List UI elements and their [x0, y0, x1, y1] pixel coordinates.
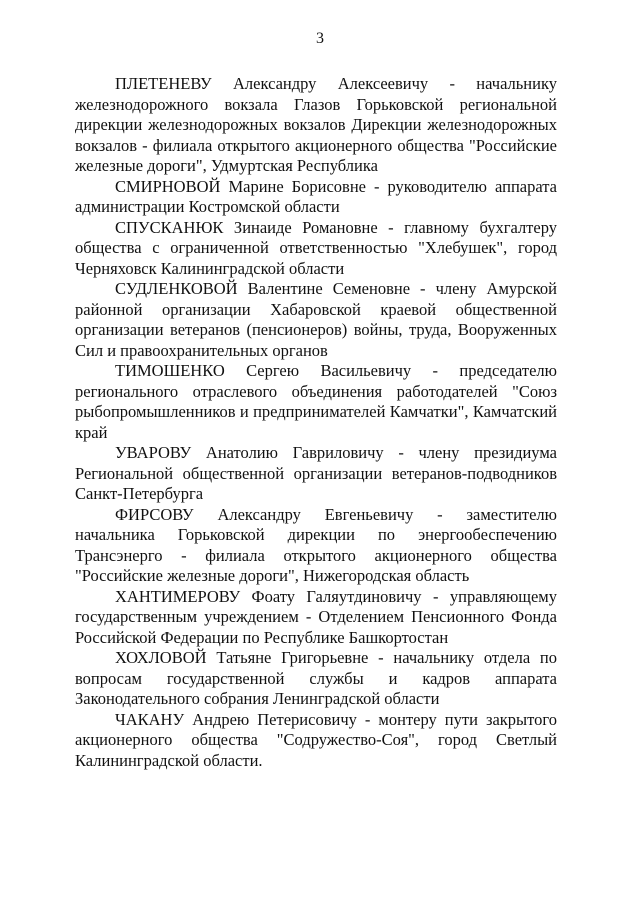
award-entry: ТИМОШЕНКО Сергею Васильевичу - председателю регионального отраслевого объединения работодателей "Союз рыбопромышленников и предпринимателей Камчатки", Камчатский край [75, 361, 557, 442]
award-entry: СПУСКАНЮК Зинаиде Романовне - главному бухгалтеру общества с ограниченной ответственностью "Хлебушек", город Черняховск Калининградской области [75, 217, 557, 278]
award-entry: ПЛЕТЕНЕВУ Александру Алексеевичу - начальнику железнодорожного вокзала Глазов Горьковской региональной дирекции железнодорожных вокзалов Дирекции железнодорожных вокзалов - филиала открытого акционерного общества "Российские железные дороги", Удмуртская Республика [75, 74, 557, 175]
award-list [75, 74, 557, 771]
award-entry: ХАНТИМЕРОВУ Фоату Галяутдиновичу - управляющему государственным учреждением - Отделением Пенсионного Фонда Российской Федерации по Республике Башкортостан [75, 586, 557, 647]
page-number: 3 [316, 30, 324, 47]
award-entry: СМИРНОВОЙ Марине Борисовне - руководителю аппарата администрации Костромской области [75, 176, 557, 216]
award-entry: ЧАКАНУ Андрею Петерисовичу - монтеру пути закрытого акционерного общества "Содружество-Соя", город Светлый Калининградской области. [75, 709, 557, 770]
award-entry: ФИРСОВУ Александру Евгеньевичу - заместителю начальника Горьковской дирекции по энергообеспечению Трансэнерго - филиала открытого акционерного общества "Российские железные дороги", Нижегородская область [75, 504, 557, 585]
award-entry: СУДЛЕНКОВОЙ Валентине Семеновне - члену Амурской районной организации Хабаровской краевой общественной организации ветеранов (пенсионеров) войны, труда, Вооруженных Сил и правоохранительных органов [75, 279, 557, 360]
award-entry: УВАРОВУ Анатолию Гавриловичу - члену президиума Региональной общественной организации ветеранов-подводников Санкт-Петербурга [75, 443, 557, 503]
award-entry: ХОХЛОВОЙ Татьяне Григорьевне - начальнику отдела по вопросам государственной службы и кадров аппарата Законодательного собрания Ленинградской области [75, 648, 557, 708]
